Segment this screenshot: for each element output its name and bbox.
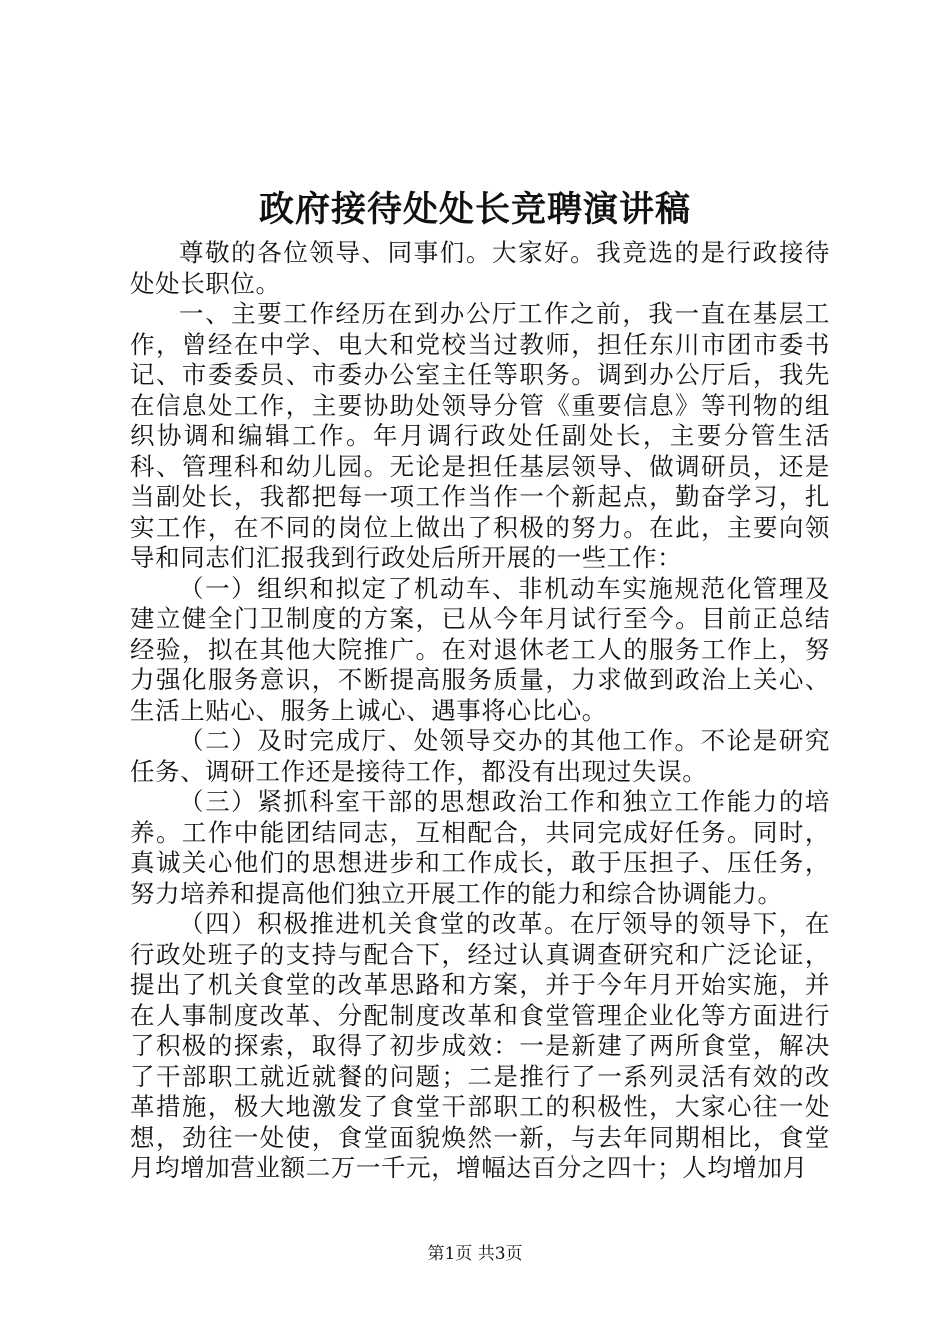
paragraph-item-3: （三）紧抓科室干部的思想政治工作和独立工作能力的培养。工作中能团结同志，互相配合，共同完成好任务。同时，真诚关心他们的思想进步和工作成长，敢于压担子、压任务，努力培养和提高他们独立开展工作的能力和综合协调能力。 bbox=[130, 787, 830, 908]
paragraph-greeting: 尊敬的各位领导、同事们。大家好。我竞选的是行政接待处处长职位。 bbox=[130, 238, 830, 298]
paragraph-item-1: （一）组织和拟定了机动车、非机动车实施规范化管理及建立健全门卫制度的方案，已从今年月试行至今。目前正总结经验，拟在其他大院推广。在对退休老工人的服务工作上，努力强化服务意识，不断提高服务质量，力求做到政治上关心、生活上贴心、服务上诚心、遇事将心比心。 bbox=[130, 573, 830, 725]
paragraph-work-experience: 一、主要工作经历在到办公厅工作之前，我一直在基层工作，曾经在中学、电大和党校当过教师，担任东川市团市委书记、市委委员、市委办公室主任等职务。调到办公厅后，我先在信息处工作，主要协助处领导分管《重要信息》等刊物的组织协调和编辑工作。年月调行政处任副处长，主要分管生活科、管理科和幼儿园。无论是担任基层领导、做调研员，还是当副处长，我都把每一项工作当作一个新起点，勤奋学习，扎实工作，在不同的岗位上做出了积极的努力。在此，主要向领导和同志们汇报我到行政处后所开展的一些工作： bbox=[130, 299, 830, 572]
document-body bbox=[130, 238, 830, 1184]
paragraph-item-2: （二）及时完成厅、处领导交办的其他工作。不论是研究任务、调研工作还是接待工作，都没有出现过失误。 bbox=[130, 726, 830, 786]
document-title: 政府接待处处长竞聘演讲稿 bbox=[258, 189, 691, 230]
page-number-footer: 第1页 共3页 bbox=[427, 1244, 523, 1264]
paragraph-item-4: （四）积极推进机关食堂的改革。在厅领导的领导下，在行政处班子的支持与配合下，经过认真调查研究和广泛论证，提出了机关食堂的改革思路和方案，并于今年月开始实施，并在人事制度改革、分配制度改革和食堂管理企业化等方面进行了积极的探索，取得了初步成效：一是新建了两所食堂，解决了干部职工就近就餐的问题；二是推行了一系列灵活有效的改革措施，极大地激发了食堂干部职工的积极性，大家心往一处想，劲往一处使，食堂面貌焕然一新，与去年同期相比，食堂月均增加营业额二万一千元，增幅达百分之四十；人均增加月 bbox=[130, 909, 830, 1182]
